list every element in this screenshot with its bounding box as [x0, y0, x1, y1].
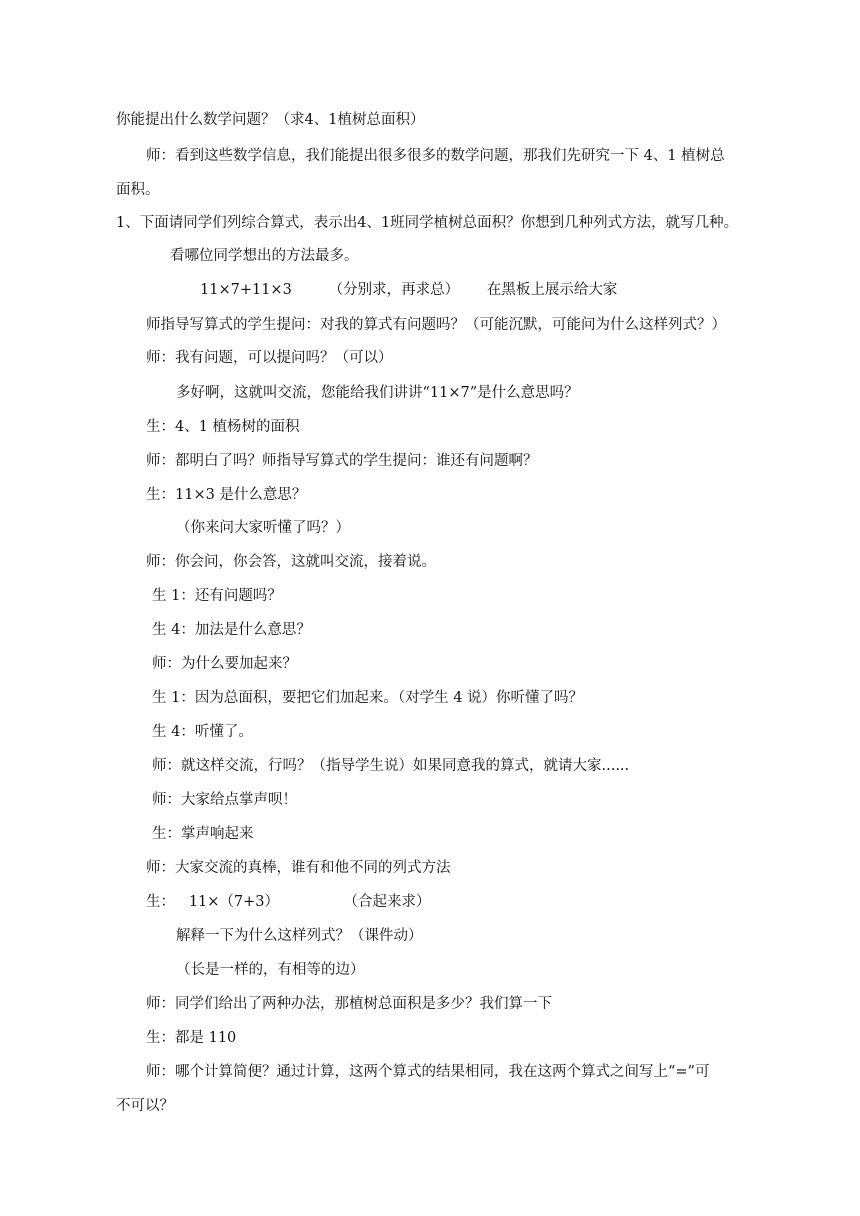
text-line: 生 4：加法是什么意思？ — [152, 622, 311, 638]
text-line: 师：你会问，你会答，这就叫交流，接着说。 — [146, 554, 436, 570]
text-line: 生 4：听懂了。 — [152, 724, 253, 740]
text-line: 不可以？ — [116, 1098, 174, 1114]
text-line: 生 1：还有问题吗？ — [152, 588, 282, 604]
text-line: （长是一样的，有相等的边） — [176, 962, 365, 978]
text-line: 师：我有问题，可以提问吗？（可以） — [146, 350, 393, 366]
text-line: 师：大家给点掌声呗！ — [152, 792, 297, 808]
text-line: 生： 11×（7+3） （合起来求） — [146, 894, 431, 910]
text-line: 生：掌声响起来 — [152, 826, 254, 842]
text-line: 生：4、1 植杨树的面积 — [146, 419, 300, 435]
text-line: 师：大家交流的真棒，谁有和他不同的列式方法 — [146, 860, 451, 876]
text-line: 看哪位同学想出的方法最多。 — [170, 248, 359, 264]
text-line: 11×7+11×3 （分别求，再求总） 在黑板上展示给大家 — [200, 282, 618, 298]
text-line: 师：就这样交流，行吗？（指导学生说）如果同意我的算式，就请大家...... — [152, 758, 630, 774]
text-line: 解释一下为什么这样列式？（课件动） — [176, 928, 423, 944]
text-line: 你能提出什么数学问题？（求4、1植树总面积） — [116, 112, 425, 128]
text-line: 师：都明白了吗？师指导写算式的学生提问：谁还有问题啊？ — [146, 453, 538, 469]
text-line: 1、下面请同学们列综合算式，表示出4、1班同学植树总面积？你想到几种列式方法，就写几种。 — [116, 215, 739, 231]
text-line: 生：都是 110 — [146, 1030, 237, 1046]
text-line: 师：为什么要加起来？ — [152, 656, 297, 672]
text-line: 多好啊，这就叫交流，您能给我们讲讲“11×7”是什么意思吗？ — [176, 385, 579, 401]
text-line: （你来问大家听懂了吗？） — [176, 520, 350, 536]
text-line: 生 1：因为总面积，要把它们加起来。（对学生 4 说）你听懂了吗？ — [152, 690, 584, 706]
text-line: 师：同学们给出了两种办法，那植树总面积是多少？我们算一下 — [146, 996, 552, 1012]
text-line: 师指导写算式的学生提问：对我的算式有问题吗？（可能沉默，可能问为什么这样列式？） — [146, 317, 726, 333]
text-line: 师：哪个计算简便？通过计算，这两个算式的结果相同，我在这两个算式之间写上“=”可 — [146, 1064, 710, 1080]
text-line: 面积。 — [116, 182, 160, 198]
text-line: 师：看到这些数学信息，我们能提出很多很多的数学问题，那我们先研究一下 4、1 植树总 — [146, 148, 725, 164]
text-line: 生：11×3 是什么意思？ — [146, 487, 307, 503]
